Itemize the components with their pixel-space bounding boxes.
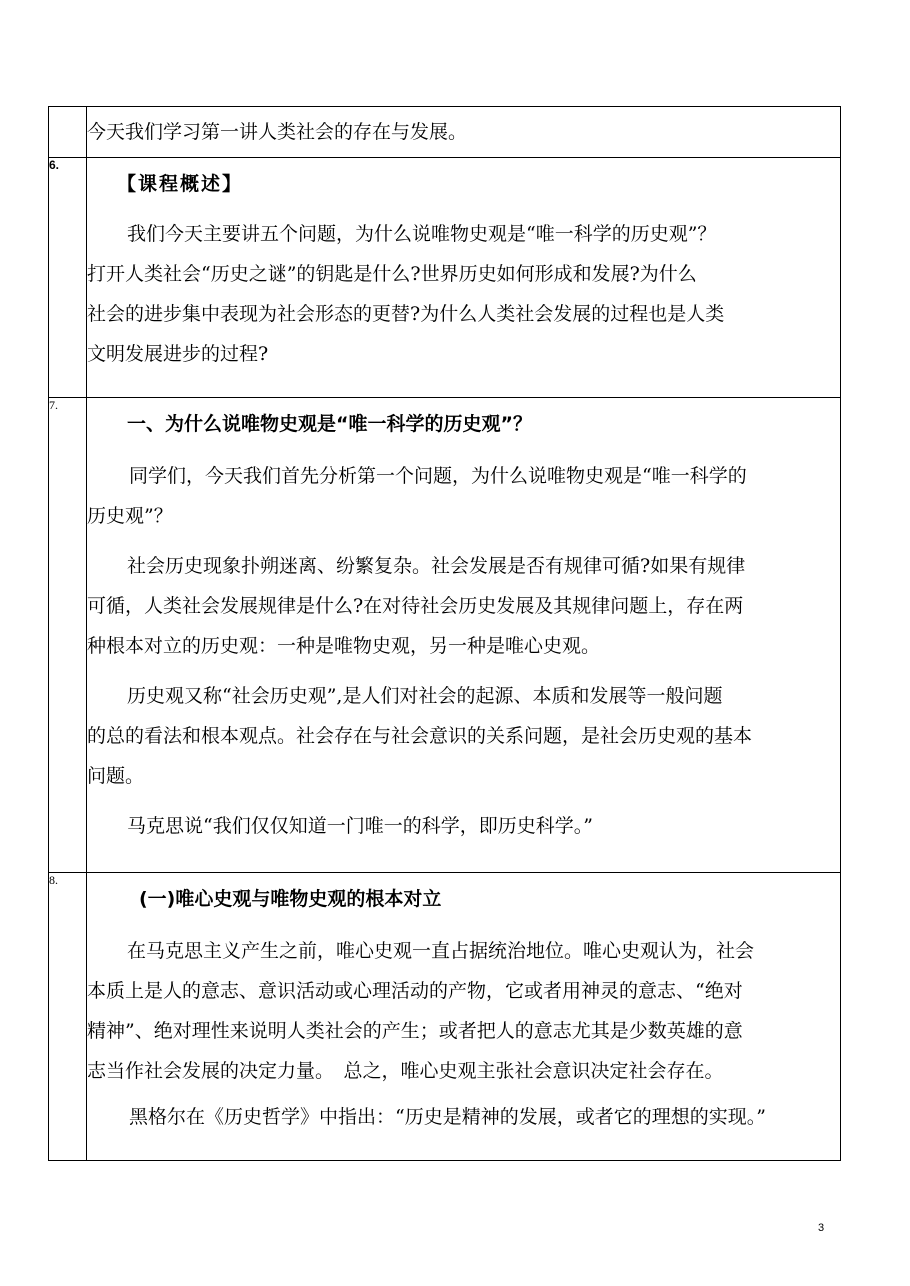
section-heading: (一)唯心史观与唯物史观的根本对立	[139, 888, 442, 910]
row-content	[87, 107, 841, 158]
paragraph: 精神”、绝对理性来说明人类社会的产生；或者把人的意志尤其是少数英雄的意	[87, 1020, 743, 1042]
paragraph: 问题。	[87, 765, 145, 787]
table-row	[49, 107, 841, 158]
table-row	[49, 158, 841, 398]
row-content	[87, 873, 841, 1161]
page-number: 3	[818, 1222, 825, 1234]
paragraph: 社会的进步集中表现为社会形态的更替?为什么人类社会发展的过程也是人类	[87, 303, 725, 325]
paragraph: 打开人类社会“历史之谜”的钥匙是什么?世界历史如何形成和发展?为什么	[87, 263, 697, 285]
paragraph: 历史观”？	[87, 505, 173, 527]
paragraph: 社会历史现象扑朔迷离、纷繁复杂。社会发展是否有规律可循?如果有规律	[127, 555, 746, 577]
table-row	[49, 398, 841, 873]
paragraph: 志当作社会发展的决定力量。 总之，唯心史观主张社会意识决定社会存在。	[87, 1060, 724, 1082]
paragraph: 在马克思主义产生之前，唯心史观一直占据统治地位。唯心史观认为，社会	[127, 940, 755, 962]
row-number: 7.	[49, 398, 87, 873]
paragraph: 的总的看法和根本观点。社会存在与社会意识的关系问题，是社会历史观的基本	[87, 725, 753, 747]
row-number: 6.	[49, 158, 87, 398]
paragraph: 文明发展进步的过程?	[87, 343, 269, 365]
table-row	[49, 873, 841, 1161]
paragraph: 今天我们学习第一讲人类社会的存在与发展。	[87, 121, 468, 143]
paragraph: 马克思说“我们仅仅知道一门唯一的科学，即历史科学。”	[127, 815, 593, 837]
row-content	[87, 158, 841, 398]
lecture-table	[48, 106, 841, 1161]
paragraph: 历史观又称“社会历史观”,是人们对社会的起源、本质和发展等一般问题	[127, 685, 723, 707]
paragraph: 可循，人类社会发展规律是什么?在对待社会历史发展及其规律问题上，存在两	[87, 595, 744, 617]
row-number	[49, 107, 87, 158]
paragraph: 本质上是人的意志、意识活动或心理活动的产物，它或者用神灵的意志、“绝对	[87, 980, 743, 1002]
paragraph: 种根本对立的历史观：一种是唯物史观，另一种是唯心史观。	[87, 635, 601, 657]
row-content	[87, 398, 841, 873]
paragraph: 我们今天主要讲五个问题，为什么说唯物史观是“唯一科学的历史观”？	[127, 223, 717, 245]
section-heading: 一、为什么说唯物史观是“唯一科学的历史观”？	[127, 413, 532, 435]
paragraph: 黑格尔在《历史哲学》中指出：“历史是精神的发展，或者它的理想的实现。”	[129, 1106, 766, 1128]
paragraph: 同学们，今天我们首先分析第一个问题，为什么说唯物史观是“唯一科学的	[129, 465, 747, 487]
section-heading: 【课程概述】	[117, 173, 244, 195]
row-number: 8.	[49, 873, 87, 1161]
